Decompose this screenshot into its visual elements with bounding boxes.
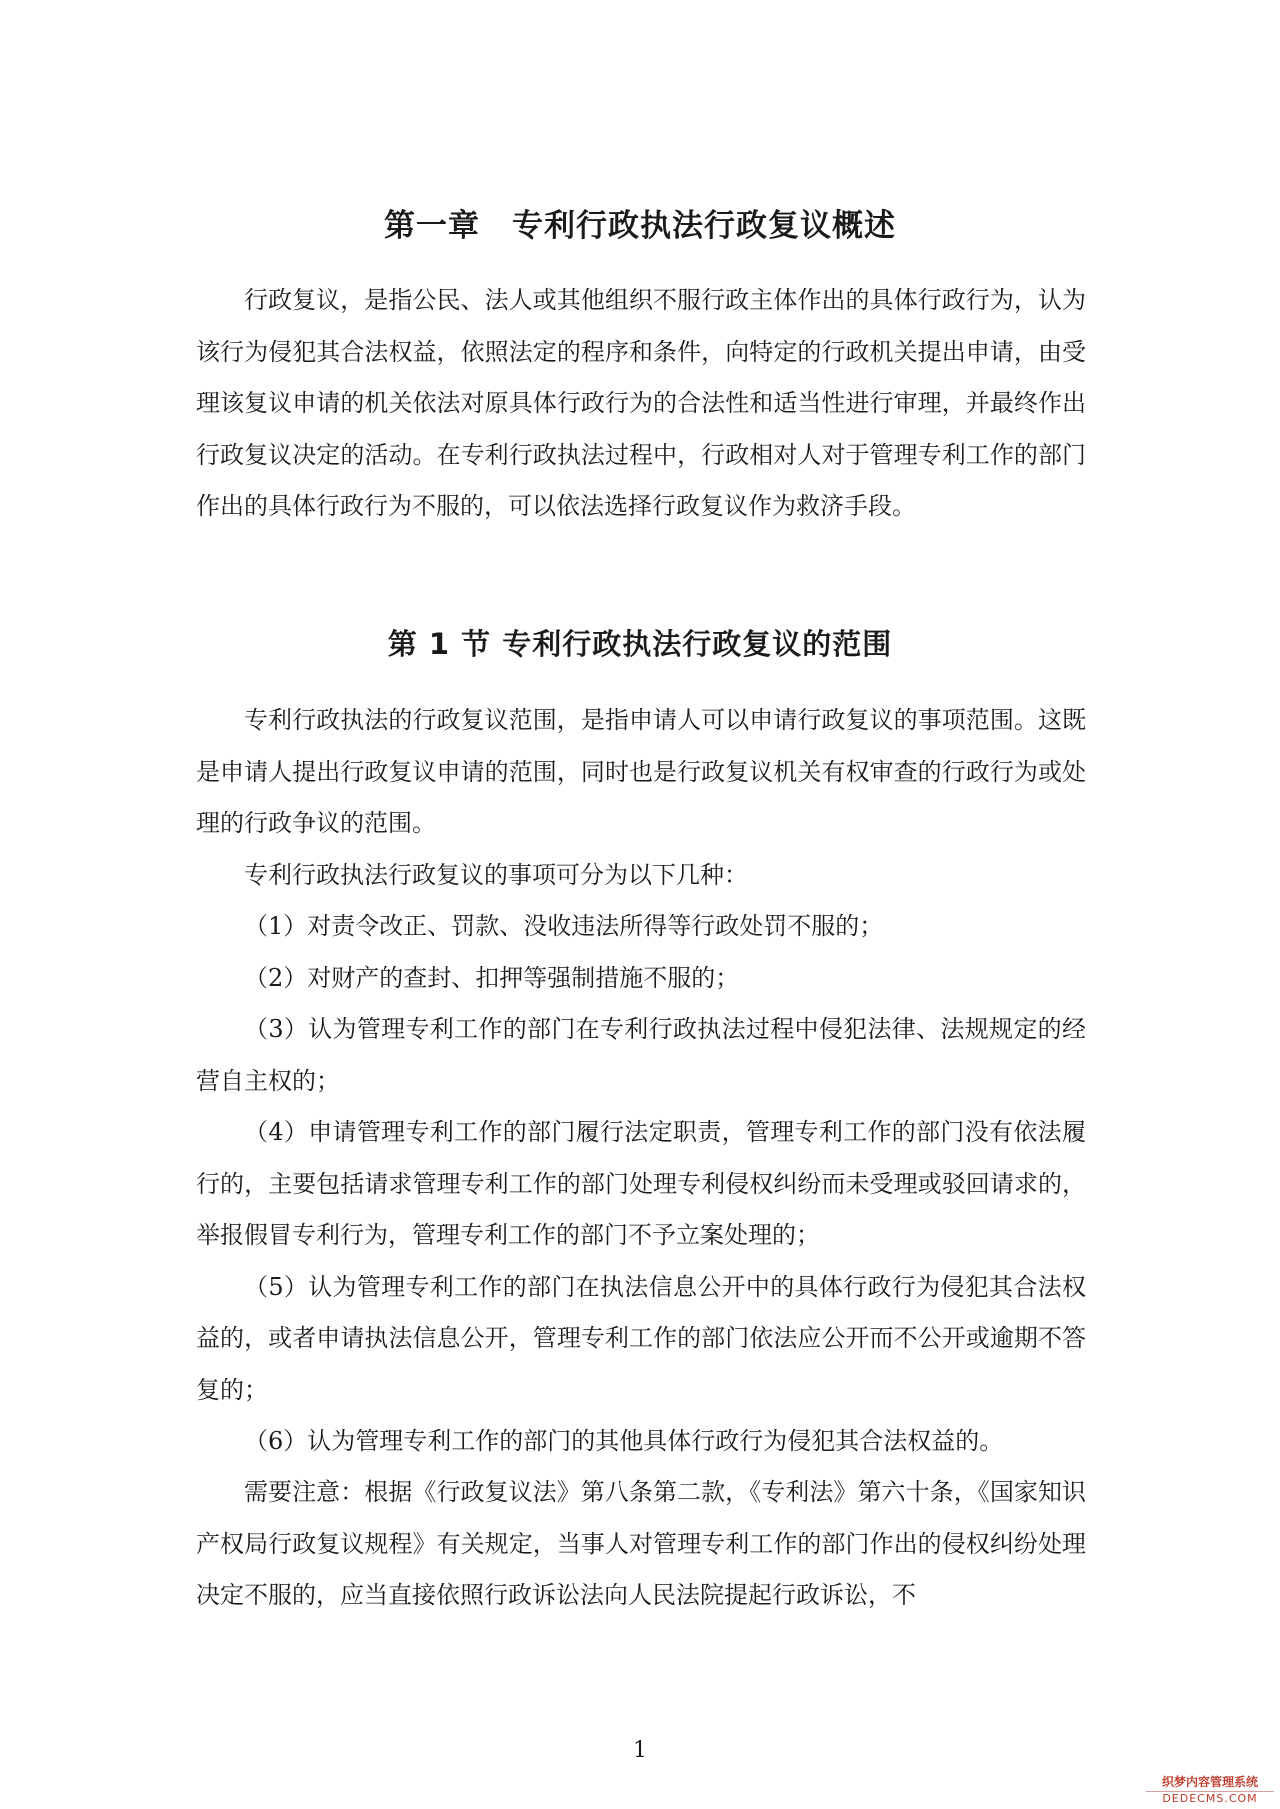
intro-block [196,275,1086,533]
list-item: （3）认为管理专利工作的部门在专利行政执法过程中侵犯法律、法规规定的经营自主权的； [196,1015,1086,1095]
intro-paragraph: 行政复议，是指公民、法人或其他组织不服行政主体作出的具体行政行为，认为该行为侵犯其合法权益，依照法定的程序和条件，向特定的行政机关提出申请，由受理该复议申请的机关依法对原具体行政行为的合法性和适当性进行审理，并最终作出行政复议决定的活动。在专利行政执法过程中，行政相对人对于管理专利工作的部门作出的具体行政行为不服的，可以依法选择行政复议作为救济手段。 [196,286,1086,520]
watermark-main-text: 织梦内容管理系统 [1161,1775,1258,1789]
section-block [196,695,1086,1468]
watermark-logo [1146,1773,1274,1805]
note-paragraph: 需要注意：根据《行政复议法》第八条第二款，《专利法》第六十条，《国家知识产权局行政复议规程》有关规定，当事人对管理专利工作的部门作出的侵权纠纷处理决定不服的，应当直接依照行政诉讼法向人民法院提起行政诉讼，不 [196,1478,1086,1609]
list-item: （4）申请管理专利工作的部门履行法定职责，管理专利工作的部门没有依法履行的，主要包括请求管理专利工作的部门处理专利侵权纠纷而未受理或驳回请求的，举报假冒专利行为，管理专利工作的部门不予立案处理的； [196,1118,1086,1249]
list-item: （5）认为管理专利工作的部门在执法信息公开中的具体行政行为侵犯其合法权益的，或者申请执法信息公开，管理专利工作的部门依法应公开而不公开或逾期不答复的； [196,1272,1086,1404]
list-item: （1）对责令改正、罚款、没收违法所得等行政处罚不服的； [244,912,884,940]
note-block [196,1467,1086,1622]
section-paragraph: 专利行政执法的行政复议范围，是指申请人可以申请行政复议的事项范围。这既是申请人提出行政复议申请的范围，同时也是行政复议机关有权审查的行政行为或处理的行政争议的范围。 [196,706,1086,837]
section-title: 第 1 节 专利行政执法行政复议的范围 [387,627,893,661]
list-item: （6）认为管理专利工作的部门的其他具体行政行为侵犯其合法权益的。 [244,1427,1004,1455]
watermark-sub-text: DEDECMS.COM [1146,1791,1274,1805]
page-number: 1 [633,1738,647,1763]
list-intro: 专利行政执法行政复议的事项可分为以下几种： [244,860,748,889]
list-item: （2）对财产的查封、扣押等强制措施不服的； [244,963,740,992]
chapter-title: 第一章 专利行政执法行政复议概述 [384,208,896,244]
item-list [196,901,1086,1468]
